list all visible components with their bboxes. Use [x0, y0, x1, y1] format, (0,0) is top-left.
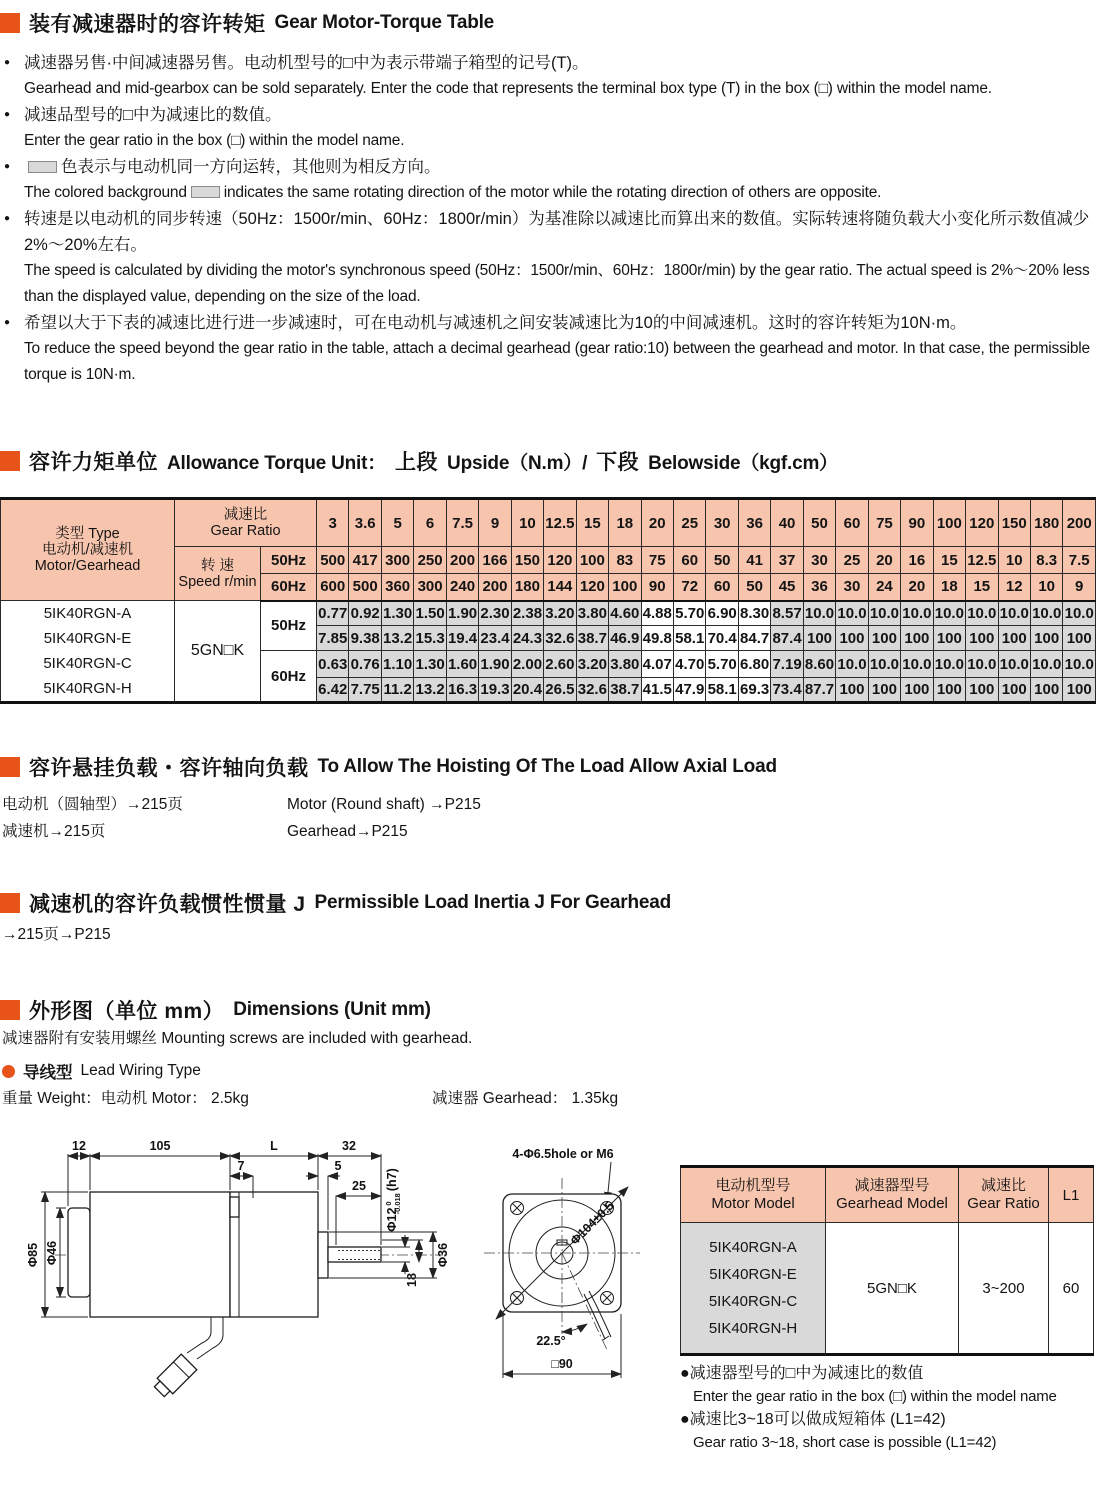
- torque-60hz-kgfcm-cell: 32.6: [576, 678, 608, 703]
- note-zh: ● 希望以大于下表的减速比进行进一步减速时，可在电动机与减速机之间安装减速比为10的中间减速机。这时的容许转矩为10N·m。: [2, 310, 1110, 336]
- torque-50hz-kgfcm-cell: 49.8: [641, 626, 673, 651]
- speed-60hz-cell: 100: [609, 574, 641, 601]
- orange-dot-icon: [2, 1065, 15, 1078]
- bullet-icon: ●: [4, 213, 11, 224]
- speed-50hz-cell: 20: [868, 547, 900, 574]
- torque-50hz-kgfcm-cell: 100: [901, 626, 933, 651]
- torque-50hz-kgfcm-cell: 87.4: [771, 626, 803, 651]
- note-en: Enter the gear ratio in the box (□) within the model name.: [24, 132, 405, 149]
- speed-50hz-cell: 500: [317, 547, 349, 574]
- torque-60hz-nm-cell: 5.70: [706, 651, 738, 678]
- dim-phi12-h7: [384, 1168, 402, 1232]
- speed-50hz-cell: 8.3: [1030, 547, 1062, 574]
- gear-ratio-header-cell: 75: [868, 499, 900, 547]
- speed-60hz-cell: 60: [706, 574, 738, 601]
- torque-60hz-kgfcm-cell: 87.7: [803, 678, 835, 703]
- speed-60hz-cell: 20: [901, 574, 933, 601]
- bullet-icon: ●: [4, 109, 11, 120]
- torque-60hz-kgfcm-cell: 7.75: [349, 678, 381, 703]
- speed-60hz-cell: 30: [836, 574, 868, 601]
- torque-50hz-kgfcm-cell: 32.6: [544, 626, 576, 651]
- torque-50hz-nm-cell: 3.20: [544, 601, 576, 626]
- note-zh: ● 减速器另售·中间减速器另售。电动机型号的□中为表示带端子箱型的记号(T)。: [2, 50, 1110, 76]
- gear-ratio-header-cell: 36: [738, 499, 770, 547]
- torque-60hz-nm-cell: 3.20: [576, 651, 608, 678]
- speed-50hz-cell: 50: [706, 547, 738, 574]
- torque-50hz-kgfcm-cell: 100: [803, 626, 835, 651]
- gear-ratio-header-cell: 60: [836, 499, 868, 547]
- gearhead-model-header: 减速器型号 Gearhead Model: [826, 1167, 959, 1223]
- upside-zh: 上段: [395, 451, 439, 474]
- torque-60hz-kgfcm-cell: 38.7: [609, 678, 641, 703]
- torque-50hz-nm-cell: 10.0: [803, 601, 835, 626]
- model-line: 5IK40RGN-H: [708, 1320, 798, 1337]
- gear-ratio-header-cell: 100: [933, 499, 965, 547]
- torque-50hz-kgfcm-cell: 100: [1030, 626, 1062, 651]
- speed-50hz-cell: 16: [901, 547, 933, 574]
- dim-L: L: [270, 1140, 278, 1153]
- speed-60hz-cell: 300: [414, 574, 446, 601]
- freq-60hz-label: 60Hz: [261, 574, 317, 601]
- section-title-zh: 外形图（单位 mm）: [29, 1000, 225, 1023]
- motor-model-list: [681, 1223, 826, 1355]
- speed-50hz-cell: 166: [479, 547, 511, 574]
- spec-note-en: Enter the gear ratio in the box (□) within the model name: [693, 1388, 1057, 1405]
- gearhead-front-view-drawing: [468, 1142, 683, 1417]
- model-line: 5IK40RGN-E: [709, 1266, 797, 1283]
- gear-ratio-header-cell: 3.6: [349, 499, 381, 547]
- torque-60hz-nm-cell: 1.60: [446, 651, 478, 678]
- speed-50hz-cell: 417: [349, 547, 381, 574]
- section-title-load-inertia: [0, 888, 671, 918]
- torque-60hz-nm-cell: 2.00: [511, 651, 543, 678]
- speed-60hz-cell: 500: [349, 574, 381, 601]
- torque-50hz-nm-cell: 1.50: [414, 601, 446, 626]
- speed-60hz-cell: 200: [479, 574, 511, 601]
- lead-wiring-type-row: [2, 1059, 201, 1083]
- speed-50hz-cell: 30: [803, 547, 835, 574]
- dim-square90: □90: [551, 1357, 573, 1371]
- torque-50hz-nm-cell: 10.0: [868, 601, 900, 626]
- torque-60hz-kgfcm-cell: 11.2: [381, 678, 413, 703]
- speed-60hz-cell: 120: [576, 574, 608, 601]
- torque-50hz-nm-cell: 1.90: [446, 601, 478, 626]
- torque-60hz-nm-cell: 10.0: [966, 651, 998, 678]
- speed-50hz-cell: 25: [836, 547, 868, 574]
- weight-motor: 重量 Weight：电动机 Motor： 2.5kg: [2, 1090, 249, 1107]
- section-marker-icon: [0, 893, 20, 913]
- torque-50hz-kgfcm-cell: 100: [966, 626, 998, 651]
- speed-50hz-cell: 15: [933, 547, 965, 574]
- torque-60hz-kgfcm-cell: 47.9: [673, 678, 705, 703]
- gear-ratio-header-cell: 150: [998, 499, 1030, 547]
- speed-60hz-cell: 360: [381, 574, 413, 601]
- torque-60hz-kgfcm-cell: 100: [868, 678, 900, 703]
- hoisting-ref-row: [2, 818, 408, 845]
- belowside-zh: 下段: [596, 451, 640, 474]
- dimension-drawings-area: [0, 1140, 1120, 1488]
- speed-60hz-cell: 9: [1063, 574, 1096, 601]
- section-title-zh: 容许力矩单位: [29, 451, 158, 474]
- gear-ratio-header-cell: 18: [609, 499, 641, 547]
- model-line: 5IK40RGN-C: [708, 1293, 798, 1310]
- section-title-en: Allowance Torque Unit：: [167, 452, 387, 474]
- notes-list: [2, 50, 1110, 388]
- note-en: The speed is calculated by dividing the motor's synchronous speed (50Hz：1500r/min、60Hz：1800r/min) by the gear ratio. The actual speed is 2%～20% less than the displayed value, depending on the size of the load.: [24, 262, 1090, 305]
- note-zh: ● 转速是以电动机的同步转速（50Hz：1500r/min、60Hz：1800r/min）为基准除以减速比而算出来的数值。实际转速将随负载大小变化所示数值减少2%～20%左右。: [2, 206, 1110, 258]
- torque-50hz-nm-cell: 8.57: [771, 601, 803, 626]
- speed-60hz-cell: 36: [803, 574, 835, 601]
- torque-50hz-nm-cell: 10.0: [966, 601, 998, 626]
- section-title-gear-motor-torque: [0, 8, 494, 38]
- torque-60hz-nm-cell: 8.60: [803, 651, 835, 678]
- torque-60hz-nm-cell: 10.0: [868, 651, 900, 678]
- torque-60hz-nm-cell: 2.60: [544, 651, 576, 678]
- torque-50hz-nm-cell: 10.0: [933, 601, 965, 626]
- torque-60hz-nm-cell: 4.70: [673, 651, 705, 678]
- motor-side-view-drawing: [25, 1140, 470, 1450]
- gray-swatch-icon: [28, 161, 57, 173]
- ref-zh: 电动机（圆轴型）→215页: [2, 796, 183, 813]
- section-marker-icon: [0, 757, 20, 777]
- torque-50hz-nm-cell: 6.90: [706, 601, 738, 626]
- section-title-hoisting-load: [0, 752, 777, 782]
- speed-60hz-cell: 45: [771, 574, 803, 601]
- torque-60hz-kgfcm-cell: 13.2: [414, 678, 446, 703]
- hoisting-ref-row: [2, 791, 481, 818]
- section-title-en: Gear Motor-Torque Table: [274, 12, 495, 33]
- speed-60hz-cell: 24: [868, 574, 900, 601]
- torque-60hz-nm-cell: 0.63: [317, 651, 349, 678]
- bullet-icon: ●: [4, 161, 11, 172]
- torque-60hz-kgfcm-cell: 100: [1030, 678, 1062, 703]
- weight-row: [2, 1086, 618, 1108]
- speed-60hz-cell: 18: [933, 574, 965, 601]
- torque-50hz-nm-cell: 4.88: [641, 601, 673, 626]
- speed-60hz-cell: 10: [1030, 574, 1062, 601]
- torque-60hz-nm-cell: 1.10: [381, 651, 413, 678]
- torque-60hz-kgfcm-cell: 100: [1063, 678, 1096, 703]
- gear-ratio-header: 减速比 Gear Ratio: [175, 499, 317, 547]
- torque-50hz-kgfcm-cell: 100: [998, 626, 1030, 651]
- torque-50hz-nm-cell: 10.0: [836, 601, 868, 626]
- speed-50hz-cell: 60: [673, 547, 705, 574]
- torque-60hz-kgfcm-cell: 6.42: [317, 678, 349, 703]
- model-spec-table: [680, 1165, 1094, 1356]
- torque-50hz-nm-cell: 10.0: [901, 601, 933, 626]
- torque-60hz-nm-cell: 10.0: [933, 651, 965, 678]
- speed-60hz-cell: 180: [511, 574, 543, 601]
- bullet-icon: ●: [4, 317, 11, 328]
- motor-model-list: [1, 601, 175, 703]
- ref-zh: 减速机→215页: [2, 823, 106, 840]
- dim-18: 18: [405, 1273, 419, 1287]
- torque-50hz-nm-cell: 3.80: [576, 601, 608, 626]
- weight-gearhead: 减速器 Gearhead： 1.35kg: [432, 1090, 619, 1107]
- gray-swatch-icon: [191, 186, 220, 198]
- section-title-allowance-torque-unit: [0, 446, 838, 476]
- section-title-zh: 容许悬挂负载・容许轴向负载: [29, 757, 309, 780]
- torque-50hz-nm-cell: 4.60: [609, 601, 641, 626]
- bullet-icon: ●: [4, 57, 11, 68]
- speed-60hz-cell: 12: [998, 574, 1030, 601]
- section-title-en: To Allow The Hoisting Of The Load Allow Axial Load: [317, 756, 777, 777]
- speed-50hz-cell: 12.5: [966, 547, 998, 574]
- dim-phi104: Φ104±0.5: [567, 1198, 617, 1248]
- type-header-cell: 类型 Type 电动机/减速机 Motor/Gearhead: [1, 499, 175, 601]
- section-title-zh: 装有减速器时的容许转矩: [29, 13, 266, 36]
- torque-60hz-kgfcm-cell: 20.4: [511, 678, 543, 703]
- gear-ratio-range-value: 3~200: [959, 1223, 1049, 1355]
- gear-ratio-header-cell: 9: [479, 499, 511, 547]
- torque-60hz-kgfcm-cell: 100: [998, 678, 1030, 703]
- speed-50hz-cell: 7.5: [1063, 547, 1096, 574]
- gear-ratio-header-cell: 12.5: [544, 499, 576, 547]
- speed-60hz-cell: 90: [641, 574, 673, 601]
- torque-50hz-nm-cell: 10.0: [1030, 601, 1062, 626]
- note-en-colored-background: The colored background indicates the same rotating direction of the motor while the rotating direction of others are opposite.: [24, 184, 882, 201]
- gear-ratio-header-cell: 50: [803, 499, 835, 547]
- torque-60hz-kgfcm-cell: 19.3: [479, 678, 511, 703]
- model-line: 5IK40RGN-A: [43, 605, 132, 622]
- torque-50hz-nm-cell: 1.30: [381, 601, 413, 626]
- gear-ratio-header-cell: 7.5: [446, 499, 478, 547]
- lead-type-en: Lead Wiring Type: [80, 1062, 201, 1079]
- dim-phi46: Φ46: [45, 1240, 59, 1266]
- dim-32: 32: [342, 1140, 356, 1153]
- torque-60hz-kgfcm-cell: 69.3: [738, 678, 770, 703]
- gear-ratio-header-cell: 25: [673, 499, 705, 547]
- motor-model-header: 电动机型号 Motor Model: [681, 1167, 826, 1223]
- gearhead-model-cell: 5GN□K: [175, 601, 261, 703]
- gear-ratio-header-cell: 15: [576, 499, 608, 547]
- torque-60hz-kgfcm-cell: 100: [933, 678, 965, 703]
- torque-60hz-kgfcm-cell: 16.3: [446, 678, 478, 703]
- torque-60hz-kgfcm-cell: 41.5: [641, 678, 673, 703]
- torque-60hz-nm-cell: 6.80: [738, 651, 770, 678]
- speed-60hz-cell: 50: [738, 574, 770, 601]
- note-zh: ● 减速品型号的□中为减速比的数值。: [2, 102, 1110, 128]
- torque-50hz-kgfcm-cell: 84.7: [738, 626, 770, 651]
- torque-50hz-kgfcm-cell: 100: [868, 626, 900, 651]
- torque-60hz-nm-cell: 10.0: [1030, 651, 1062, 678]
- gear-ratio-header-cell: 120: [966, 499, 998, 547]
- section-marker-icon: [0, 1000, 20, 1020]
- torque-50hz-nm-cell: 0.92: [349, 601, 381, 626]
- gear-ratio-header-cell: 20: [641, 499, 673, 547]
- speed-60hz-cell: 600: [317, 574, 349, 601]
- torque-50hz-kgfcm-cell: 100: [1063, 626, 1096, 651]
- section-title-dimensions: [0, 995, 431, 1025]
- speed-50hz-cell: 300: [381, 547, 413, 574]
- dim-phi36: Φ36: [436, 1242, 450, 1268]
- spec-note-en: Gear ratio 3~18, short case is possible (L1=42): [693, 1434, 997, 1451]
- torque-60hz-nm-cell: 10.0: [901, 651, 933, 678]
- speed-50hz-cell: 41: [738, 547, 770, 574]
- torque-50hz-kgfcm-cell: 23.4: [479, 626, 511, 651]
- torque-60hz-kgfcm-cell: 100: [966, 678, 998, 703]
- ref-en: Gearhead→P215: [287, 823, 408, 840]
- torque-60hz-nm-cell: 7.19: [771, 651, 803, 678]
- torque-60hz-kgfcm-cell: 100: [836, 678, 868, 703]
- torque-60hz-nm-cell: 10.0: [836, 651, 868, 678]
- body-60hz-label: 60Hz: [261, 651, 317, 703]
- gear-ratio-header-cell: 6: [414, 499, 446, 547]
- spec-note-zh: ●减速比3~18可以做成短箱体 (L1=42): [680, 1411, 946, 1428]
- note-en: To reduce the speed beyond the gear ratio in the table, attach a decimal gearhead (gear ratio:10) between the gearhead and motor. In that case, the permissible torque is 10N·m.: [24, 340, 1090, 383]
- speed-50hz-cell: 250: [414, 547, 446, 574]
- holes-label: 4-Φ6.5hole or M6: [512, 1147, 614, 1161]
- l1-value: 60: [1049, 1223, 1094, 1355]
- speed-header: 转 速 Speed r/min: [175, 547, 261, 601]
- dim-5: 5: [334, 1159, 342, 1173]
- torque-60hz-nm-cell: 1.90: [479, 651, 511, 678]
- torque-50hz-nm-cell: 10.0: [998, 601, 1030, 626]
- gearhead-model-value: 5GN□K: [826, 1223, 959, 1355]
- speed-60hz-cell: 72: [673, 574, 705, 601]
- gear-ratio-header-cell: 90: [901, 499, 933, 547]
- speed-50hz-cell: 100: [576, 547, 608, 574]
- torque-50hz-kgfcm-cell: 24.3: [511, 626, 543, 651]
- torque-50hz-nm-cell: 8.30: [738, 601, 770, 626]
- torque-60hz-kgfcm-cell: 73.4: [771, 678, 803, 703]
- belowside-en: Belowside（kgf.cm）: [648, 452, 838, 474]
- speed-60hz-cell: 240: [446, 574, 478, 601]
- lead-type-zh: 导线型: [23, 1064, 73, 1082]
- torque-table: [0, 497, 1096, 704]
- torque-60hz-nm-cell: 1.30: [414, 651, 446, 678]
- spec-notes: [680, 1362, 1110, 1454]
- torque-50hz-kgfcm-cell: 100: [836, 626, 868, 651]
- torque-50hz-kgfcm-cell: 9.38: [349, 626, 381, 651]
- torque-60hz-kgfcm-cell: 100: [901, 678, 933, 703]
- torque-60hz-nm-cell: 10.0: [998, 651, 1030, 678]
- gear-ratio-header-cell: 200: [1063, 499, 1096, 547]
- body-50hz-label: 50Hz: [261, 601, 317, 651]
- torque-50hz-kgfcm-cell: 58.1: [673, 626, 705, 651]
- section-title-en: Dimensions (Unit mm): [233, 999, 431, 1020]
- torque-50hz-nm-cell: 5.70: [673, 601, 705, 626]
- torque-50hz-nm-cell: 10.0: [1063, 601, 1096, 626]
- svg-text:Φ120-0.018(h7): $\Phi 12^0-0.018(h7)$: [384, 1168, 402, 1232]
- speed-60hz-cell: 144: [544, 574, 576, 601]
- dim-12: 12: [72, 1140, 86, 1153]
- section-marker-icon: [0, 451, 20, 471]
- torque-50hz-kgfcm-cell: 70.4: [706, 626, 738, 651]
- torque-50hz-kgfcm-cell: 100: [933, 626, 965, 651]
- model-line: 5IK40RGN-E: [43, 630, 132, 647]
- torque-50hz-nm-cell: 0.77: [317, 601, 349, 626]
- torque-60hz-nm-cell: 3.80: [609, 651, 641, 678]
- note-zh-colored-background: ● 色表示与电动机同一方向运转，其他则为相反方向。: [2, 154, 1110, 180]
- torque-50hz-kgfcm-cell: 7.85: [317, 626, 349, 651]
- model-line: 5IK40RGN-H: [43, 680, 132, 697]
- model-line: 5IK40RGN-C: [43, 655, 132, 672]
- spec-note-zh: ●减速器型号的□中为减速比的数值: [680, 1365, 924, 1382]
- torque-50hz-kgfcm-cell: 15.3: [414, 626, 446, 651]
- speed-50hz-cell: 83: [609, 547, 641, 574]
- model-line: 5IK40RGN-A: [709, 1239, 797, 1256]
- torque-60hz-nm-cell: 4.07: [641, 651, 673, 678]
- torque-60hz-kgfcm-cell: 26.5: [544, 678, 576, 703]
- section-title-en: Permissible Load Inertia J For Gearhead: [314, 892, 672, 913]
- torque-60hz-kgfcm-cell: 58.1: [706, 678, 738, 703]
- note-en: Gearhead and mid-gearbox can be sold separately. Enter the code that represents the terminal box type (T) in the box (□) within the model name.: [24, 80, 992, 97]
- l1-header: L1: [1049, 1167, 1094, 1223]
- ref-en: Motor (Round shaft) →P215: [287, 796, 481, 813]
- dim-phi85: Φ85: [26, 1242, 40, 1268]
- torque-60hz-nm-cell: 10.0: [1063, 651, 1096, 678]
- torque-50hz-kgfcm-cell: 13.2: [381, 626, 413, 651]
- inertia-ref: →215页→P215: [2, 926, 111, 943]
- torque-50hz-nm-cell: 2.38: [511, 601, 543, 626]
- gear-ratio-header-cell: 5: [381, 499, 413, 547]
- speed-50hz-cell: 200: [446, 547, 478, 574]
- dim-25: 25: [352, 1179, 366, 1193]
- freq-50hz-label: 50Hz: [261, 547, 317, 574]
- gear-ratio-header-cell: 3: [317, 499, 349, 547]
- speed-50hz-cell: 37: [771, 547, 803, 574]
- speed-50hz-cell: 10: [998, 547, 1030, 574]
- gear-ratio-header-cell: 10: [511, 499, 543, 547]
- torque-50hz-kgfcm-cell: 19.4: [446, 626, 478, 651]
- speed-50hz-cell: 75: [641, 547, 673, 574]
- dim-105: 105: [149, 1140, 171, 1153]
- dimensions-note: 减速器附有安装用螺丝 Mounting screws are included with gearhead.: [2, 1030, 473, 1047]
- speed-50hz-cell: 120: [544, 547, 576, 574]
- dim-7: 7: [237, 1159, 245, 1173]
- torque-50hz-kgfcm-cell: 38.7: [576, 626, 608, 651]
- upside-en: Upside（N.m）/: [447, 452, 588, 474]
- speed-50hz-cell: 150: [511, 547, 543, 574]
- section-title-zh: 减速机的容许负载惯性惯量 J: [29, 893, 306, 916]
- gear-ratio-header-cell: 180: [1030, 499, 1062, 547]
- torque-50hz-nm-cell: 2.30: [479, 601, 511, 626]
- torque-50hz-kgfcm-cell: 46.9: [609, 626, 641, 651]
- speed-60hz-cell: 15: [966, 574, 998, 601]
- gear-ratio-header: 减速比 Gear Ratio: [959, 1167, 1049, 1223]
- gear-ratio-header-cell: 40: [771, 499, 803, 547]
- section-marker-icon: [0, 13, 20, 33]
- gear-ratio-header-cell: 30: [706, 499, 738, 547]
- torque-60hz-nm-cell: 0.76: [349, 651, 381, 678]
- dim-angle: 22.5°: [536, 1334, 566, 1348]
